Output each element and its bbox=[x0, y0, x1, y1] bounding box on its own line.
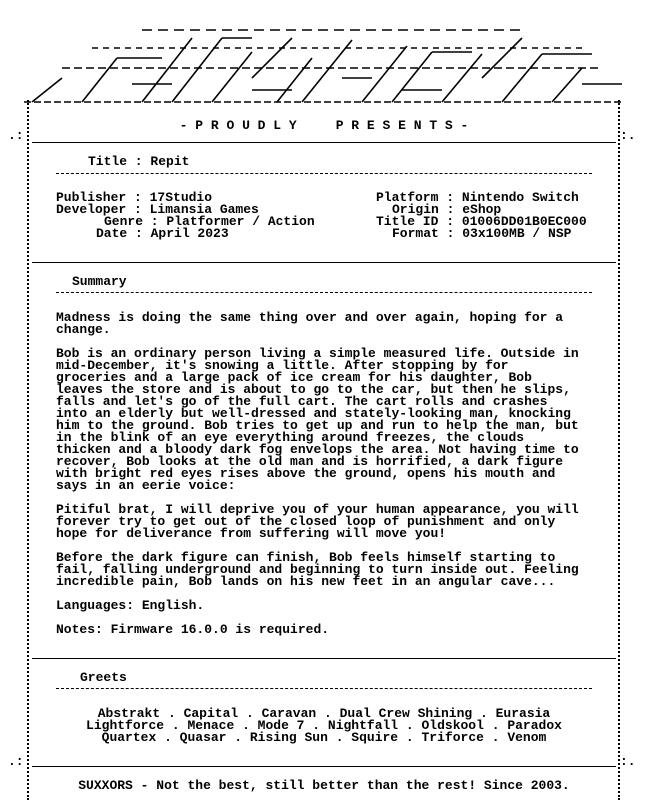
summary-paragraph-4: Before the dark figure can finish, Bob feels himself starting to fail, falling underground and beginning to turn inside out. Feeling incredible pain, Bob lands on his new feet in an angular cave... bbox=[56, 550, 579, 589]
proudly-presents: - P R O U D L Y P R E S E N T S - bbox=[179, 118, 469, 133]
footer-tagline: SUXXORS - Not the best, still better than the rest! Since 2003. bbox=[78, 778, 570, 793]
detail-genre: Genre : Platformer / Action bbox=[104, 214, 315, 229]
ascii-logo bbox=[22, 18, 626, 108]
greets-line-2: Lightforce . Menace . Mode 7 . Nightfall . Oldskool . Paradox bbox=[86, 718, 562, 733]
divider-footer bbox=[32, 766, 616, 767]
notes-line: Notes: Firmware 16.0.0 is required. bbox=[56, 622, 330, 637]
greets-heading: Greets bbox=[80, 670, 127, 685]
summary-underline bbox=[56, 292, 592, 294]
frame-left-dots bbox=[27, 100, 29, 800]
divider-summary bbox=[32, 262, 616, 263]
detail-title-id: Title ID : 01006DD01B0EC000 bbox=[376, 214, 587, 229]
languages-line: Languages: English. bbox=[56, 598, 205, 613]
frame-right-dots bbox=[618, 100, 620, 800]
detail-origin: Origin : eShop bbox=[392, 202, 502, 217]
detail-publisher: Publisher : 17Studio bbox=[56, 190, 213, 205]
divider-greets bbox=[32, 658, 616, 659]
title-underline bbox=[56, 173, 592, 175]
frame-corner-left-top: .: bbox=[8, 128, 24, 143]
summary-paragraph-1: Madness is doing the same thing over and over again, hoping for a change. bbox=[56, 310, 564, 337]
frame-corner-right-top: :. bbox=[620, 128, 636, 143]
detail-platform: Platform : Nintendo Switch bbox=[376, 190, 579, 205]
greets-underline bbox=[56, 688, 592, 690]
detail-format: Format : 03x100MB / NSP bbox=[392, 226, 572, 241]
greets-line-3: Quartex . Quasar . Rising Sun . Squire . Triforce . Venom bbox=[101, 730, 547, 745]
summary-paragraph-2: Bob is an ordinary person living a simple measured life. Outside in mid-December, it's snowing a little. After stopping by for groceries and a large pack of ice cream for his daughter, Bob leaves the store and is about to go to the car, but then he slips, falls and let's go of the full cart. The cart rolls and crashes into an elderly but well-dressed and stately-looking man, knocking him to the ground. Bob tries to get up and run to help the man, but in the blink of an eye everything around freezes, the clouds thicken and a bloody dark fog envelops the area. Not having time to recover, Bob looks at the old man and is horrified, a dark figure with bright red eyes rises above the ground, opens his mouth and says in an eerie voice: bbox=[56, 346, 579, 493]
divider-top bbox=[32, 142, 616, 143]
detail-developer: Developer : Limansia Games bbox=[56, 202, 259, 217]
frame-corner-left-bottom: .: bbox=[8, 754, 24, 769]
greets-line-1: Abstrakt . Capital . Caravan . Dual Crew Shining . Eurasia bbox=[97, 706, 551, 721]
summary-heading: Summary bbox=[72, 274, 127, 289]
frame-corner-right-bottom: :. bbox=[620, 754, 636, 769]
summary-paragraph-3: Pitiful brat, I will deprive you of your human appearance, you will forever try to get out of the closed loop of punishment and only hope for deliverance from suffering will move you! bbox=[56, 502, 579, 541]
release-title: Title : Repit bbox=[88, 154, 190, 169]
detail-date: Date : April 2023 bbox=[96, 226, 229, 241]
